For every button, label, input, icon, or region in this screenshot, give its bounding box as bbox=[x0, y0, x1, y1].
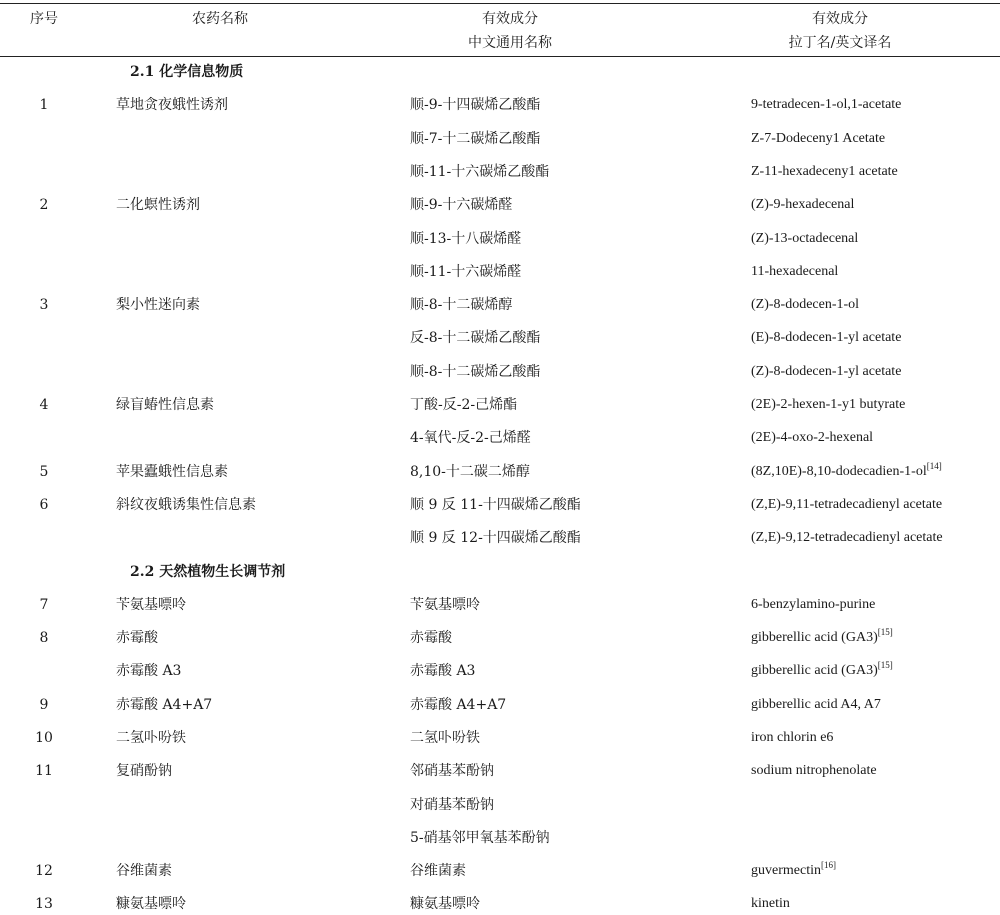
ingredient-cn-name-text: 5-硝基邻甲氧基苯酚钠 bbox=[410, 830, 550, 846]
pesticide-name-text: 二氢卟吩铁 bbox=[116, 730, 186, 746]
ingredient-cn-name-text: 苄氨基嘌呤 bbox=[410, 597, 480, 613]
ingredient-cn-name bbox=[410, 627, 452, 649]
ingredient-cn-name bbox=[410, 228, 521, 250]
ingredient-cn-name bbox=[410, 461, 530, 483]
table-row bbox=[0, 893, 1000, 915]
ingredient-cn-name bbox=[410, 527, 581, 549]
ingredient-en-name-text: (8Z,10E)-8,10-dodecadien-1-ol bbox=[751, 464, 927, 479]
ingredient-cn-name-text: 顺-13-十八碳烯醛 bbox=[410, 231, 522, 247]
ingredient-en-name bbox=[751, 161, 898, 183]
table-row bbox=[0, 228, 1000, 250]
row-number bbox=[0, 760, 88, 782]
ingredient-cn-name-text: 4-氧代-反-2-己烯醛 bbox=[410, 430, 531, 446]
row-number-text: 8 bbox=[39, 630, 49, 646]
header-col-en-line2: 拉丁名/英文译名 bbox=[788, 35, 892, 51]
ingredient-en-name bbox=[751, 860, 836, 882]
section-heading: 2.2 天然植物生长调节剂 bbox=[130, 564, 286, 580]
row-number bbox=[0, 860, 88, 882]
table-top-rule bbox=[0, 3, 1000, 4]
pesticide-name bbox=[116, 893, 186, 915]
ingredient-cn-name bbox=[410, 794, 494, 816]
pesticide-name-text: 赤霉酸 A3 bbox=[116, 663, 182, 679]
row-number bbox=[0, 294, 88, 316]
table-header-rule bbox=[0, 56, 1000, 57]
table-row bbox=[0, 194, 1000, 216]
ingredient-cn-name bbox=[410, 727, 480, 749]
pesticide-name-text: 赤霉酸 A4+A7 bbox=[116, 697, 213, 713]
ingredient-en-name bbox=[751, 760, 877, 782]
ingredient-en-name bbox=[751, 394, 905, 416]
ingredient-cn-name-text: 邻硝基苯酚钠 bbox=[410, 763, 494, 779]
ingredient-en-name-text: (E)-8-dodecen-1-yl acetate bbox=[751, 330, 902, 345]
row-number-text: 7 bbox=[39, 597, 49, 613]
ingredient-en-name bbox=[751, 228, 858, 250]
row-number bbox=[0, 694, 88, 716]
ingredient-cn-name bbox=[410, 94, 540, 116]
ingredient-cn-name bbox=[410, 327, 540, 349]
ingredient-cn-name bbox=[410, 161, 549, 183]
ingredient-cn-name bbox=[410, 261, 521, 283]
ingredient-en-name-text: Z-7-Dodeceny1 Acetate bbox=[751, 131, 886, 146]
ingredient-en-name bbox=[751, 361, 901, 383]
ingredient-en-name-text: (Z)-9-hexadecenal bbox=[751, 197, 855, 212]
ingredient-en-name-text: gibberellic acid (GA3) bbox=[751, 663, 878, 678]
ingredient-cn-name-text: 顺-8-十二碳烯醇 bbox=[410, 297, 513, 313]
ingredient-en-name bbox=[751, 327, 901, 349]
ingredient-en-name bbox=[751, 727, 833, 749]
table-row bbox=[0, 527, 1000, 549]
row-number-text: 6 bbox=[39, 497, 49, 513]
row-number bbox=[0, 461, 88, 483]
table-row bbox=[0, 461, 1000, 483]
row-number-text: 3 bbox=[39, 297, 49, 313]
ingredient-en-name-text: (Z)-8-dodecen-1-yl acetate bbox=[751, 364, 902, 379]
ingredient-en-name-text: (2E)-4-oxo-2-hexenal bbox=[751, 430, 874, 445]
pesticide-name-text: 复硝酚钠 bbox=[116, 763, 172, 779]
reference-superscript: [15] bbox=[877, 627, 893, 637]
pesticide-name bbox=[116, 461, 228, 483]
table-row bbox=[0, 361, 1000, 383]
pesticide-name-text: 斜纹夜蛾诱集性信息素 bbox=[116, 497, 256, 513]
table-row bbox=[0, 394, 1000, 416]
section-heading-row bbox=[0, 561, 1000, 583]
ingredient-en-name bbox=[751, 294, 859, 316]
ingredient-cn-name-text: 赤霉酸 bbox=[410, 630, 452, 646]
ingredient-en-name bbox=[751, 261, 838, 283]
ingredient-cn-name-text: 反-8-十二碳烯乙酸酯 bbox=[410, 330, 541, 346]
ingredient-cn-name bbox=[410, 494, 581, 516]
row-number-text: 2 bbox=[39, 197, 49, 213]
table-row bbox=[0, 627, 1000, 649]
row-number bbox=[0, 94, 88, 116]
row-number-text: 11 bbox=[35, 763, 53, 779]
ingredient-en-name-text: (Z,E)-9,11-tetradecadienyl acetate bbox=[751, 497, 943, 512]
table-row bbox=[0, 794, 1000, 816]
ingredient-cn-name bbox=[410, 294, 512, 316]
row-number bbox=[0, 594, 88, 616]
ingredient-en-name-text: sodium nitrophenolate bbox=[751, 763, 877, 778]
ingredient-cn-name-text: 二氢卟吩铁 bbox=[410, 730, 480, 746]
pesticide-name bbox=[116, 594, 186, 616]
header-col-cn-line1: 有效成分 bbox=[482, 11, 538, 27]
ingredient-en-name-text: gibberellic acid A4, A7 bbox=[751, 697, 881, 712]
ingredient-cn-name bbox=[410, 694, 506, 716]
row-number-text: 10 bbox=[35, 730, 53, 746]
ingredient-cn-name-text: 顺-9-十六碳烯醛 bbox=[410, 197, 513, 213]
table-row bbox=[0, 660, 1000, 682]
ingredient-cn-name bbox=[410, 594, 480, 616]
ingredient-en-name-text: gibberellic acid (GA3) bbox=[751, 630, 878, 645]
ingredient-cn-name-text: 顺-8-十二碳烯乙酸酯 bbox=[410, 364, 541, 380]
ingredient-cn-name bbox=[410, 860, 466, 882]
ingredient-en-name-text: guvermectin bbox=[751, 863, 821, 878]
row-number-text: 12 bbox=[35, 863, 53, 879]
pesticide-name bbox=[116, 294, 200, 316]
row-number bbox=[0, 394, 88, 416]
pesticide-name-text: 谷维菌素 bbox=[116, 863, 172, 879]
pesticide-name-text: 糠氨基嘌呤 bbox=[116, 896, 186, 912]
table-row bbox=[0, 327, 1000, 349]
table-row bbox=[0, 760, 1000, 782]
ingredient-cn-name-text: 丁酸-反-2-己烯酯 bbox=[410, 397, 518, 413]
ingredient-en-name bbox=[751, 427, 873, 449]
ingredient-cn-name-text: 赤霉酸 A3 bbox=[410, 663, 476, 679]
table-row bbox=[0, 294, 1000, 316]
pesticide-name bbox=[116, 394, 214, 416]
row-number bbox=[0, 627, 88, 649]
row-number-text: 4 bbox=[39, 397, 49, 413]
ingredient-en-name-text: (2E)-2-hexen-1-y1 butyrate bbox=[751, 397, 906, 412]
pesticide-name bbox=[116, 494, 256, 516]
ingredient-en-name bbox=[751, 594, 875, 616]
header-col-name: 农药名称 bbox=[192, 11, 248, 27]
ingredient-en-name bbox=[751, 128, 885, 150]
ingredient-en-name-text: (Z)-13-octadecenal bbox=[751, 231, 859, 246]
pesticide-name-text: 赤霉酸 bbox=[116, 630, 158, 646]
pesticide-name bbox=[116, 660, 181, 682]
ingredient-en-name bbox=[751, 527, 943, 549]
ingredient-en-name-text: (Z)-8-dodecen-1-ol bbox=[751, 297, 860, 312]
reference-superscript: [16] bbox=[820, 860, 836, 870]
ingredient-en-name bbox=[751, 194, 854, 216]
ingredient-en-name-text: 6-benzylamino-purine bbox=[751, 597, 876, 612]
ingredient-cn-name-text: 顺-9-十四碳烯乙酸酯 bbox=[410, 97, 541, 113]
pesticide-name-text: 草地贪夜蛾性诱剂 bbox=[116, 97, 228, 113]
ingredient-en-name bbox=[751, 627, 893, 649]
row-number-text: 9 bbox=[39, 697, 49, 713]
ingredient-cn-name bbox=[410, 427, 531, 449]
table-row bbox=[0, 261, 1000, 283]
ingredient-cn-name bbox=[410, 128, 540, 150]
ingredient-cn-name bbox=[410, 660, 475, 682]
ingredient-en-name bbox=[751, 94, 901, 116]
ingredient-cn-name-text: 谷维菌素 bbox=[410, 863, 466, 879]
ingredient-cn-name-text: 顺-11-十六碳烯乙酸酯 bbox=[410, 164, 550, 180]
row-number bbox=[0, 727, 88, 749]
ingredient-cn-name bbox=[410, 827, 550, 849]
table-row bbox=[0, 161, 1000, 183]
ingredient-cn-name bbox=[410, 194, 512, 216]
section-heading: 2.1 化学信息物质 bbox=[130, 64, 244, 80]
ingredient-en-name-text: (Z,E)-9,12-tetradecadienyl acetate bbox=[751, 530, 943, 545]
pesticide-name bbox=[116, 860, 172, 882]
ingredient-en-name bbox=[751, 494, 942, 516]
pesticide-name bbox=[116, 94, 228, 116]
ingredient-en-name-text: iron chlorin e6 bbox=[751, 730, 834, 745]
ingredient-en-name bbox=[751, 660, 893, 682]
row-number bbox=[0, 194, 88, 216]
table-row bbox=[0, 827, 1000, 849]
reference-superscript: [14] bbox=[926, 461, 942, 471]
table-row bbox=[0, 860, 1000, 882]
ingredient-cn-name-text: 顺 9 反 12-十四碳烯乙酸酯 bbox=[410, 530, 581, 546]
pesticide-name-text: 苹果蠹蛾性信息素 bbox=[116, 464, 228, 480]
row-number bbox=[0, 494, 88, 516]
table-row bbox=[0, 727, 1000, 749]
pesticide-name-text: 苄氨基嘌呤 bbox=[116, 597, 186, 613]
ingredient-en-name bbox=[751, 461, 942, 483]
ingredient-en-name bbox=[751, 694, 881, 716]
pesticide-name bbox=[116, 760, 172, 782]
ingredient-en-name-text: 9-tetradecen-1-ol,1-acetate bbox=[751, 97, 902, 112]
ingredient-en-name-text: Z-11-hexadeceny1 acetate bbox=[751, 164, 898, 179]
header-col-cn-line2: 中文通用名称 bbox=[468, 35, 552, 51]
table-row bbox=[0, 594, 1000, 616]
ingredient-cn-name bbox=[410, 760, 494, 782]
header-col-en-line1: 有效成分 bbox=[812, 11, 868, 27]
ingredient-cn-name-text: 顺-7-十二碳烯乙酸酯 bbox=[410, 131, 541, 147]
table-row bbox=[0, 494, 1000, 516]
pesticide-name bbox=[116, 694, 212, 716]
reference-superscript: [15] bbox=[877, 660, 893, 670]
pesticide-name bbox=[116, 727, 186, 749]
table-row bbox=[0, 128, 1000, 150]
ingredient-en-name-text: 11-hexadecenal bbox=[751, 264, 839, 279]
pesticide-name bbox=[116, 194, 200, 216]
ingredient-en-name-text: kinetin bbox=[751, 896, 790, 911]
pesticide-name-text: 绿盲蝽性信息素 bbox=[116, 397, 214, 413]
ingredient-cn-name bbox=[410, 361, 540, 383]
pesticide-name-text: 二化螟性诱剂 bbox=[116, 197, 200, 213]
row-number bbox=[0, 893, 88, 915]
row-number-text: 1 bbox=[39, 97, 49, 113]
pesticide-name-text: 梨小性迷向素 bbox=[116, 297, 200, 313]
ingredient-cn-name bbox=[410, 893, 480, 915]
ingredient-cn-name-text: 赤霉酸 A4+A7 bbox=[410, 697, 507, 713]
ingredient-cn-name-text: 顺-11-十六碳烯醛 bbox=[410, 264, 522, 280]
ingredient-cn-name-text: 顺 9 反 11-十四碳烯乙酸酯 bbox=[410, 497, 581, 513]
row-number-text: 13 bbox=[35, 896, 53, 912]
ingredient-cn-name-text: 糠氨基嘌呤 bbox=[410, 896, 480, 912]
table-row bbox=[0, 94, 1000, 116]
row-number-text: 5 bbox=[39, 464, 49, 480]
ingredient-cn-name-text: 对硝基苯酚钠 bbox=[410, 797, 494, 813]
ingredient-en-name bbox=[751, 893, 790, 915]
pesticide-name bbox=[116, 627, 158, 649]
section-heading-row bbox=[0, 61, 1000, 83]
ingredient-cn-name-text: 8,10-十二碳二烯醇 bbox=[410, 464, 530, 480]
ingredient-cn-name bbox=[410, 394, 517, 416]
header-col-no: 序号 bbox=[30, 11, 58, 27]
table-row bbox=[0, 427, 1000, 449]
table-row bbox=[0, 694, 1000, 716]
